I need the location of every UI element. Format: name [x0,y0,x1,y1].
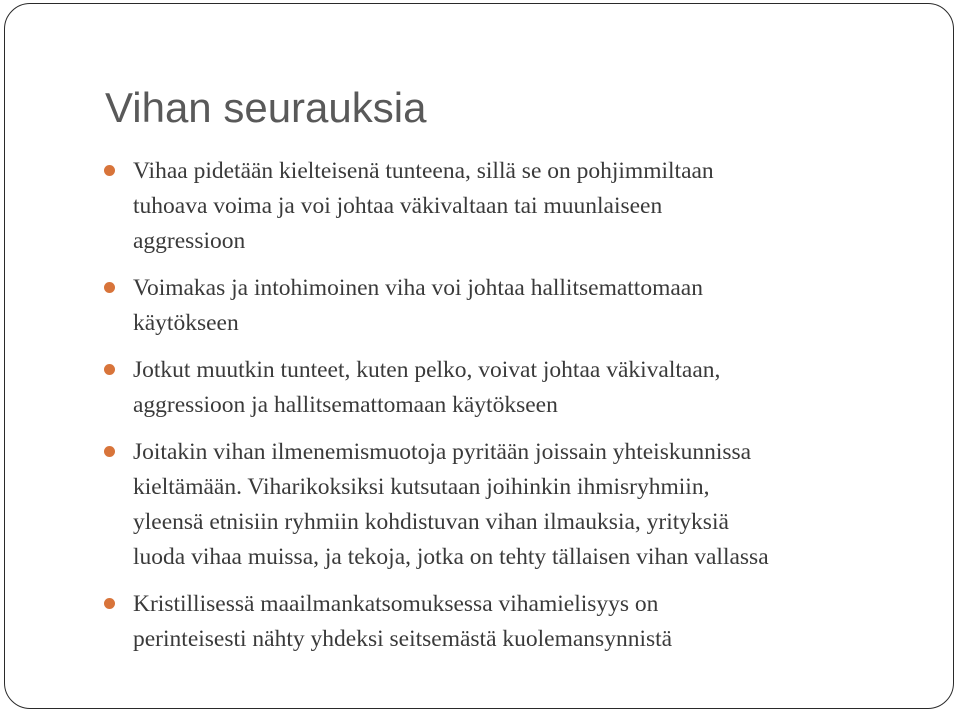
bullet-item [104,353,934,423]
bullet-line: Vihaa pidetään kielteisenä tunteena, sillä se on pohjimmiltaan [133,158,714,184]
bullet-line: käytökseen [133,310,239,336]
bullet-item [104,271,934,341]
bullet-line: luoda vihaa muissa, ja tekoja, jotka on tehty tällaisen vihan vallassa [133,544,769,570]
bullet-line: aggressioon [133,228,246,254]
slide-title: Vihan seurauksia [105,84,427,131]
bullet-dot-icon [104,446,115,457]
bullet-line: Voimakas ja intohimoinen viha voi johtaa hallitsemattomaan [133,275,703,301]
bullet-line: aggressioon ja hallitsemattomaan käytökseen [133,392,558,418]
bullet-dot-icon [104,364,115,375]
bullet-line: kieltämään. Viharikoksiksi kutsutaan joihinkin ihmisryhmiin, [133,474,710,500]
bullet-dot-icon [104,282,115,293]
bullet-item [104,587,934,657]
bullet-item [104,154,934,259]
bullet-item [104,435,934,575]
slide [4,3,954,709]
bullet-list [104,154,934,669]
bullet-line: Jotkut muutkin tunteet, kuten pelko, voivat johtaa väkivaltaan, [133,357,721,383]
bullet-line: tuhoava voima ja voi johtaa väkivaltaan tai muunlaiseen [133,193,663,219]
bullet-line: Kristillisessä maailmankatsomuksessa vihamielisyys on [133,591,659,617]
bullet-dot-icon [104,165,115,176]
bullet-dot-icon [104,598,115,609]
bullet-line: yleensä etnisiin ryhmiin kohdistuvan vihan ilmauksia, yrityksiä [133,509,729,535]
bullet-line: Joitakin vihan ilmenemismuotoja pyritään joissain yhteiskunnissa [133,439,752,465]
bullet-line: perinteisesti nähty yhdeksi seitsemästä kuolemansynnistä [133,626,673,652]
